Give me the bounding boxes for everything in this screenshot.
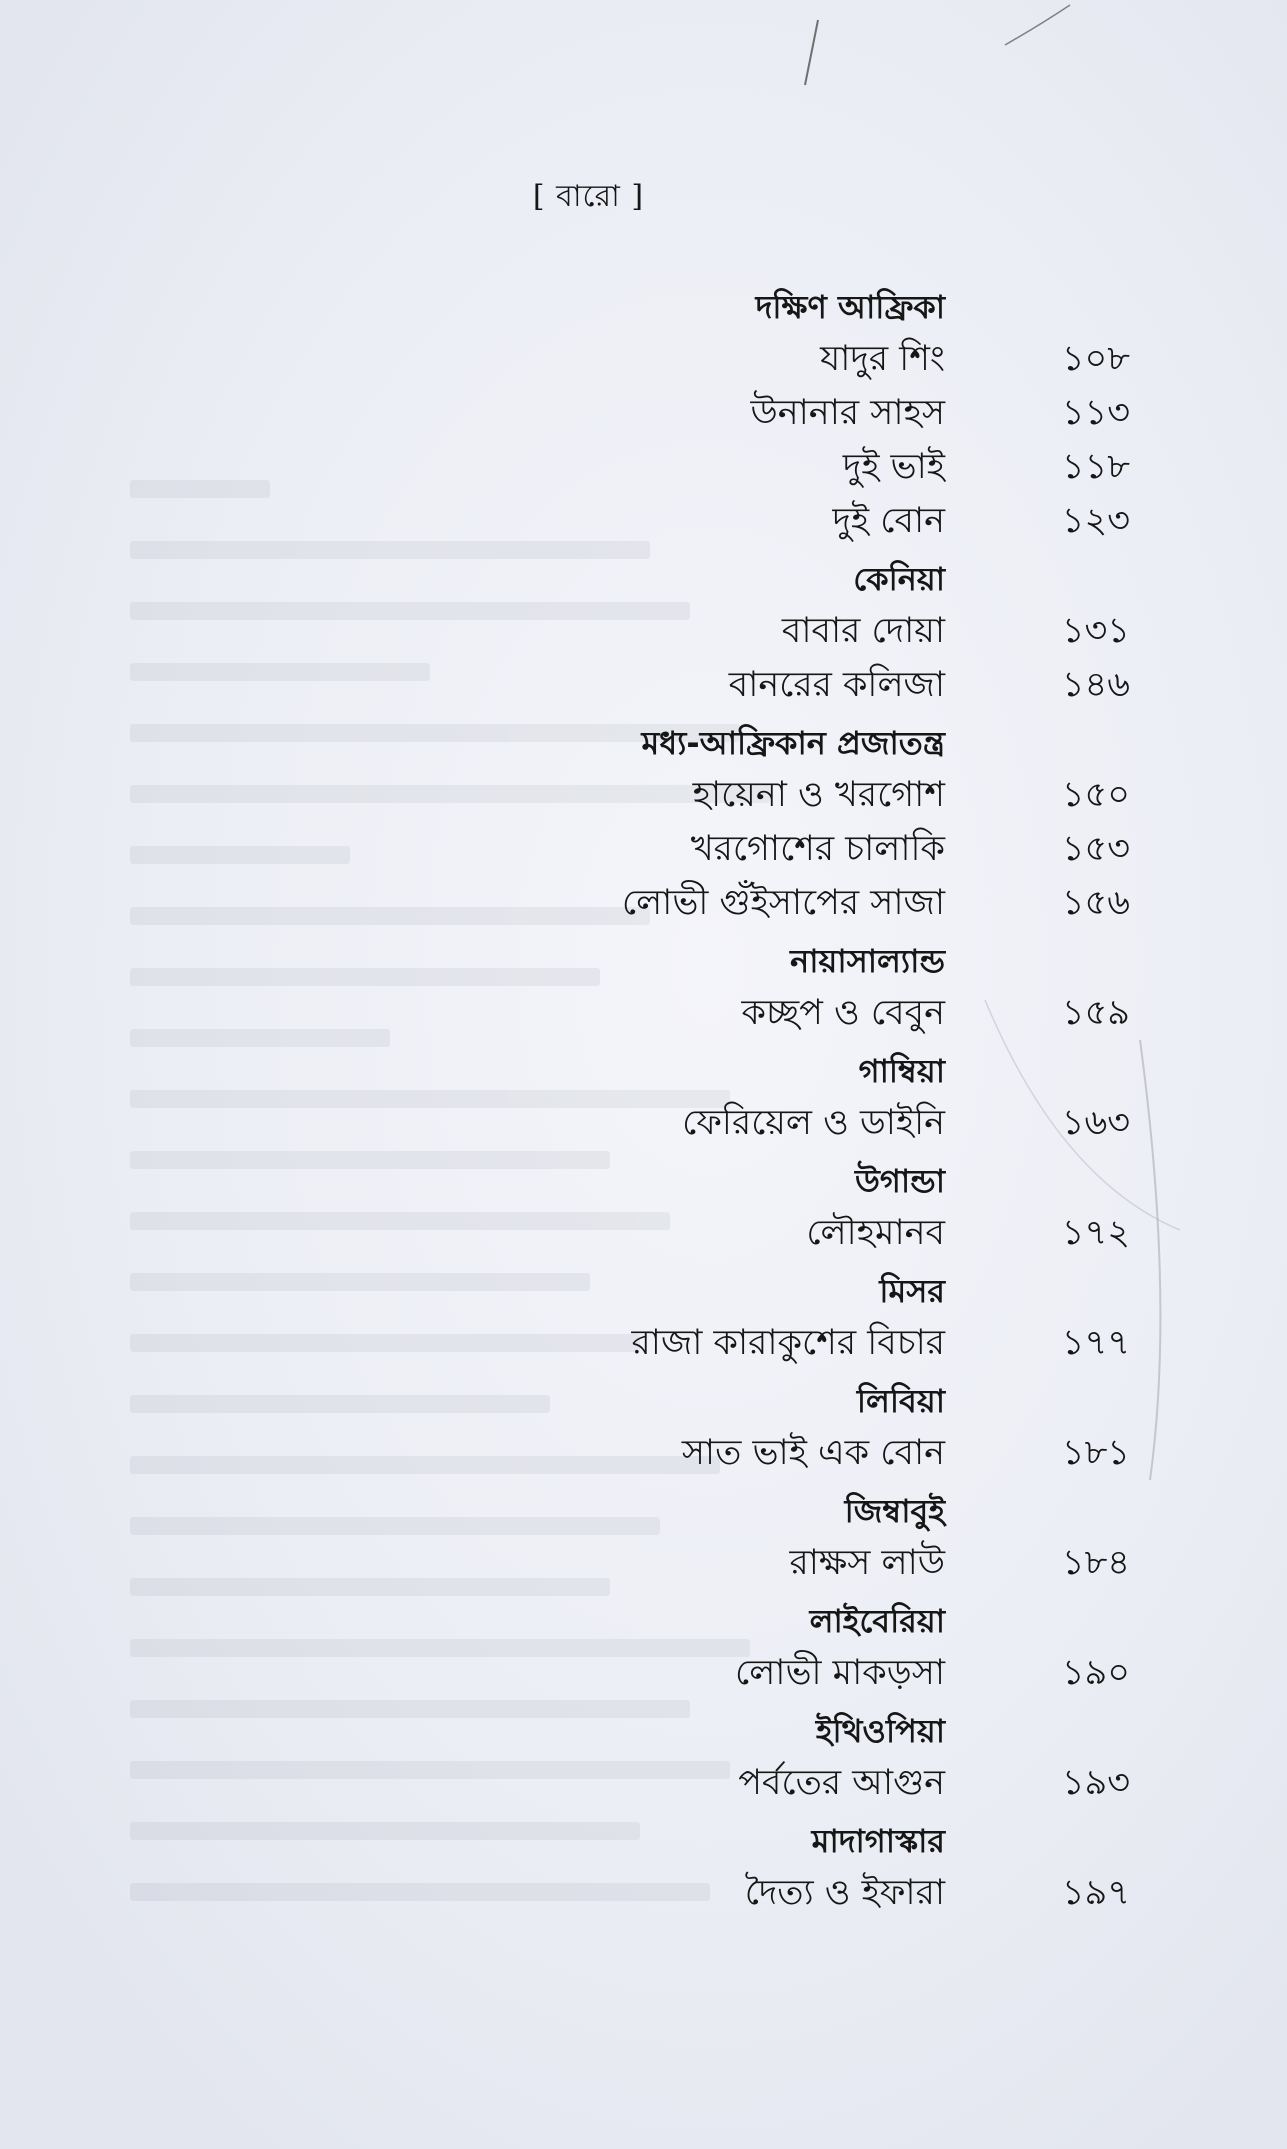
entry-title: রাজা কারাকুশের বিচার: [631, 1323, 945, 1363]
toc-entry: [0, 768, 1287, 822]
section-heading: দক্ষিণ আফ্রিকা: [755, 288, 945, 326]
entry-title: যাদুর শিং: [820, 339, 945, 379]
entry-page-number: ১৬৩: [1061, 1103, 1130, 1143]
entry-page-number: ১৫৬: [1061, 883, 1130, 923]
toc-section: [0, 1376, 1287, 1480]
entry-title: সাত ভাই এক বোন: [681, 1433, 945, 1473]
toc-section: [0, 1266, 1287, 1370]
toc-entry: [0, 822, 1287, 876]
toc-entry: [0, 1316, 1287, 1370]
entry-title: লৌহমানব: [806, 1213, 945, 1253]
toc-section: [0, 1486, 1287, 1590]
toc-entry: [0, 386, 1287, 440]
entry-title: লোভী গুঁইসাপের সাজা: [621, 883, 945, 923]
toc-section: [0, 1046, 1287, 1150]
entry-title: বাবার দোয়া: [781, 611, 945, 651]
entry-title: হায়েনা ও খরগোশ: [692, 775, 945, 815]
toc-entry: [0, 1866, 1287, 1920]
entry-page-number: ১৭৭: [1061, 1323, 1130, 1363]
entry-title: খরগোশের চালাকি: [690, 829, 945, 869]
entry-page-number: ১৫০: [1061, 775, 1130, 815]
toc-entry: [0, 1756, 1287, 1810]
entry-page-number: ১৫৩: [1061, 829, 1130, 869]
toc-entry: [0, 1536, 1287, 1590]
entry-title: ফেরিয়েল ও ডাইনি: [682, 1103, 945, 1143]
entry-page-number: ১১৩: [1061, 393, 1130, 433]
toc-entry: [0, 876, 1287, 930]
section-heading: লিবিয়া: [856, 1382, 945, 1420]
toc-entry: [0, 604, 1287, 658]
toc-section: [0, 1596, 1287, 1700]
entry-title: রাক্ষস লাউ: [789, 1543, 945, 1583]
toc-entry: [0, 440, 1287, 494]
entry-page-number: ১৪৬: [1061, 665, 1130, 705]
entry-page-number: ১০৮: [1061, 339, 1130, 379]
entry-page-number: ১৫৯: [1061, 993, 1130, 1033]
entry-title: দুই ভাই: [842, 447, 945, 487]
section-heading: ইথিওপিয়া: [815, 1712, 945, 1750]
entry-title: পর্বতের আগুন: [738, 1763, 945, 1803]
table-of-contents: [0, 282, 1287, 1926]
toc-section: [0, 282, 1287, 548]
section-heading: কেনিয়া: [853, 560, 945, 598]
entry-title: বানরের কলিজা: [728, 665, 945, 705]
entry-title: দুই বোন: [832, 501, 945, 541]
section-heading: জিম্বাবুই: [844, 1492, 945, 1530]
toc-entry: [0, 1426, 1287, 1480]
toc-section: [0, 1156, 1287, 1260]
entry-page-number: ১৮১: [1061, 1433, 1130, 1473]
section-heading: মিসর: [879, 1272, 945, 1310]
section-heading: মাদাগাস্কার: [811, 1822, 945, 1860]
toc-entry: [0, 1646, 1287, 1700]
toc-section: [0, 554, 1287, 712]
section-heading: মধ্য-আফ্রিকান প্রজাতন্ত্র: [641, 724, 945, 762]
toc-entry: [0, 986, 1287, 1040]
entry-page-number: ১৮৪: [1061, 1543, 1130, 1583]
toc-section: [0, 718, 1287, 930]
section-heading: গাম্বিয়া: [858, 1052, 945, 1090]
entry-page-number: ১৭২: [1061, 1213, 1130, 1253]
entry-title: লোভী মাকড়সা: [735, 1653, 945, 1693]
page-number-label: [ বারো ]: [532, 179, 645, 214]
entry-page-number: ১৩১: [1061, 611, 1130, 651]
entry-title: উনানার সাহস: [750, 393, 945, 433]
entry-title: কচ্ছপ ও বেবুন: [741, 993, 945, 1033]
section-heading: লাইবেরিয়া: [809, 1602, 945, 1640]
toc-section: [0, 1706, 1287, 1810]
section-heading: নায়াসাল্যান্ড: [790, 942, 945, 980]
entry-title: দৈত্য ও ইফারা: [744, 1873, 945, 1913]
toc-entry: [0, 1206, 1287, 1260]
entry-page-number: ১৯০: [1061, 1653, 1130, 1693]
entry-page-number: ১৯৩: [1061, 1763, 1130, 1803]
toc-entry: [0, 332, 1287, 386]
entry-page-number: ১২৩: [1061, 501, 1130, 541]
toc-entry: [0, 658, 1287, 712]
entry-page-number: ১১৮: [1061, 447, 1130, 487]
toc-entry: [0, 494, 1287, 548]
toc-entry: [0, 1096, 1287, 1150]
toc-section: [0, 1816, 1287, 1920]
entry-page-number: ১৯৭: [1061, 1873, 1130, 1913]
section-heading: উগান্ডা: [854, 1162, 945, 1200]
toc-section: [0, 936, 1287, 1040]
